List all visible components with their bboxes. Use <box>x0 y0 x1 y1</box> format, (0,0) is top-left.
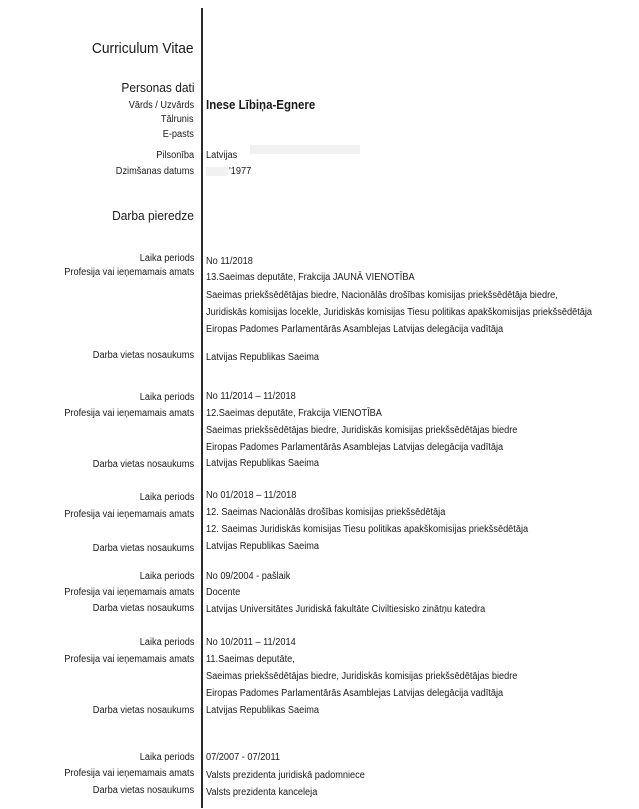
period-value: No 11/2014 – 11/2018 <box>206 391 296 402</box>
position-line: Saeimas priekšsēdētājas biedre, Juridiskās komisijas priekšsēdētājas biedre <box>206 425 518 436</box>
position-label: Profesija vai ieņemamais amats <box>64 267 194 278</box>
position-line: Juridiskās komisijas locekle, Juridiskās komisijas Tiesu politikas apakškomisijas priekšsēdētāja <box>206 307 593 318</box>
period-value: No 09/2004 - pašlaik <box>206 571 291 582</box>
employer-label: Darba vietas nosaukums <box>92 705 194 716</box>
employer-value: Latvijas Republikas Saeima <box>206 352 320 363</box>
period-value: No 11/2018 <box>206 256 253 267</box>
period-value: No 01/2018 – 11/2018 <box>206 490 297 501</box>
position-label: Profesija vai ieņemamais amats <box>64 768 194 779</box>
position-label: Profesija vai ieņemamais amats <box>64 654 194 665</box>
position-label: Profesija vai ieņemamais amats <box>64 509 194 520</box>
period-value: No 10/2011 – 11/2014 <box>206 637 296 648</box>
position-line: 13.Saeimas deputāte, Frakcija JAUNĀ VIENOTĪBA <box>206 272 415 283</box>
position-label: Profesija vai ieņemamais amats <box>64 408 194 419</box>
employer-label: Darba vietas nosaukums <box>92 543 194 554</box>
phone-label: Tālrunis <box>161 114 194 125</box>
period-value: 07/2007 - 07/2011 <box>206 752 281 763</box>
position-line: Saeimas priekšsēdētājas biedre, Nacionālās drošības komisijas priekšsēdētāja biedre, <box>206 290 558 301</box>
period-label: Laika periods <box>139 637 194 648</box>
period-label: Laika periods <box>139 571 194 582</box>
employer-label: Darba vietas nosaukums <box>92 785 194 796</box>
period-label: Laika periods <box>139 253 194 264</box>
position-line: 12. Saeimas Nacionālās drošības komisijas priekšsēdētāja <box>206 507 446 518</box>
position-line: Docente <box>206 587 241 598</box>
personal-section-heading: Personas dati <box>120 80 194 95</box>
position-line: 11.Saeimas deputāte, <box>206 654 295 665</box>
position-line: Valsts prezidenta juridiskā padomniece <box>206 770 365 781</box>
redacted-birth-date <box>206 167 228 176</box>
position-line: Eiropas Padomes Parlamentārās Asamblejas Latvijas delegācija vadītāja <box>206 324 504 335</box>
employer-value: Latvijas Universitātes Juridiskā fakultāte Civiltiesisko zinātņu katedra <box>206 604 486 615</box>
employer-label: Darba vietas nosaukums <box>92 350 194 361</box>
birth-date-value: '1977 <box>229 166 252 177</box>
citizenship-value: Latvijas <box>206 150 238 161</box>
period-label: Laika periods <box>139 392 194 403</box>
document-title: Curriculum Vitae <box>92 40 194 57</box>
position-line: Eiropas Padomes Parlamentārās Asamblejas Latvijas delegācija vadītāja <box>206 688 504 699</box>
employer-value: Latvijas Republikas Saeima <box>206 458 320 469</box>
position-line: Eiropas Padomes Parlamentārās Asamblejas Latvijas delegācija vadītāja <box>206 442 504 453</box>
name-label: Vārds / Uzvārds <box>128 100 194 111</box>
work-section-heading: Darba pieredze <box>112 208 194 223</box>
employer-label: Darba vietas nosaukums <box>92 603 194 614</box>
employer-value: Valsts prezidenta kanceleja <box>206 787 318 798</box>
position-label: Profesija vai ieņemamais amats <box>64 587 194 598</box>
redacted-area <box>250 145 360 154</box>
column-divider <box>201 8 203 808</box>
period-label: Laika periods <box>139 492 194 503</box>
citizenship-label: Pilsonība <box>156 150 194 161</box>
birth-date-label: Dzimšanas datums <box>115 166 194 177</box>
email-label: E-pasts <box>162 129 194 140</box>
position-line: Saeimas priekšsēdētājas biedre, Juridiskās komisijas priekšsēdētājas biedre <box>206 671 518 682</box>
period-label: Laika periods <box>139 752 194 763</box>
position-line: 12.Saeimas deputāte, Frakcija VIENOTĪBA <box>206 408 382 419</box>
position-line: 12. Saeimas Juridiskās komisijas Tiesu politikas apakškomisijas priekšsēdētāja <box>206 524 529 535</box>
employer-value: Latvijas Republikas Saeima <box>206 705 320 716</box>
name-value: Inese Lībiņa-Egnere <box>206 98 316 112</box>
employer-label: Darba vietas nosaukums <box>92 459 194 470</box>
employer-value: Latvijas Republikas Saeima <box>206 541 320 552</box>
